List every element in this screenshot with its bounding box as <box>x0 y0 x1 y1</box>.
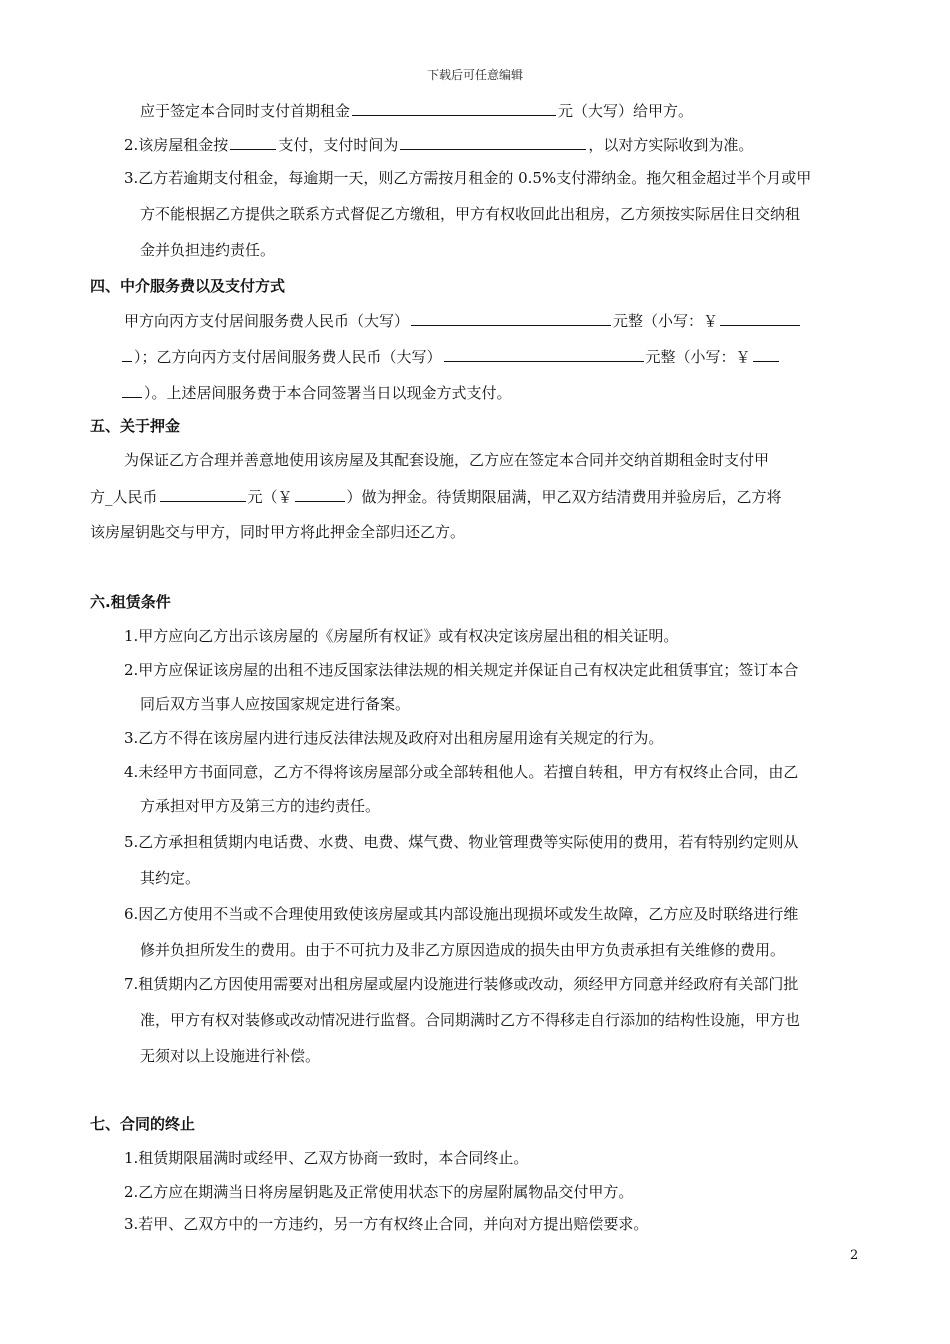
agency-fee-line-2 <box>120 346 781 367</box>
lease-condition-line: 准，甲方有权对装修或改动情况进行监督。合同期满时乙方不得移走自行添加的结构性设施，甲方也 <box>140 1011 801 1029</box>
page-number: 2 <box>850 1248 859 1263</box>
landlord-fee-words-blank[interactable] <box>411 310 611 326</box>
deposit-line-3: 该房屋钥匙交与甲方，同时甲方将此押金全部归还乙方。 <box>90 523 466 541</box>
rent-payment-terms-line <box>124 134 753 155</box>
termination-line: 2.乙方应在期满当日将房屋钥匙及正常使用状态下的房屋附属物品交付甲方。 <box>124 1183 634 1201</box>
payment-time-blank[interactable] <box>400 134 586 150</box>
late-fee-line-2: 方不能根据乙方提供之联系方式督促乙方缴租，甲方有权收回此出租房，乙方须按实际居住日交纳租 <box>140 205 801 223</box>
tenant-fee-figures-blank-cont[interactable] <box>122 382 142 398</box>
late-fee-line-1: 3.乙方若逾期支付租金，每逾期一天，则乙方需按月租金的 0.5%支付滞纳金。拖欠租金超过半个月或甲 <box>124 169 812 187</box>
termination-line: 1.租赁期限届满时或经甲、乙双方协商一致时，本合同终止。 <box>124 1149 529 1167</box>
tenant-fee-words-blank[interactable] <box>444 346 644 362</box>
rent-payment-time-label: 支付，支付时间为 <box>278 136 399 154</box>
agency-fee-text-2b: 元整（小写：￥ <box>645 348 751 366</box>
agency-fee-text-2: ）；乙方向丙方支付居间服务费人民币（大写） <box>134 348 442 366</box>
first-rent-amount-blank[interactable] <box>352 100 556 116</box>
tenant-fee-figures-blank[interactable] <box>753 346 779 362</box>
lease-condition-line: 其约定。 <box>140 869 201 887</box>
deposit-line-1: 为保证乙方合理并善意地使用该房屋及其配套设施，乙方应在签定本合同并交纳首期租金时支付甲 <box>124 451 770 469</box>
header-note: 下载后可任意编辑 <box>426 68 523 82</box>
landlord-fee-figures-blank-cont[interactable] <box>122 346 132 362</box>
deposit-text-2c: ）做为押金。待赁期限届满，甲乙双方结清费用并验房后，乙方将 <box>346 488 782 506</box>
lease-condition-line: 修并负担所发生的费用。由于不可抗力及非乙方原因造成的损失由甲方负责承担有关维修的费用。 <box>140 941 786 959</box>
rent-first-payment-suffix: 元（大写）给甲方。 <box>558 102 694 120</box>
lease-condition-line: 2.甲方应保证该房屋的出租不违反国家法律法规的相关规定并保证自己有权决定此租赁事宜；签订本合 <box>124 661 799 679</box>
deposit-text-2a: 方_人民币 <box>90 488 158 506</box>
deposit-words-blank[interactable] <box>160 486 246 502</box>
agency-fee-text-3: ）。上述居间服务费于本合同签署当日以现金方式支付。 <box>144 384 512 402</box>
section-4-heading: 四、中介服务费以及支付方式 <box>90 277 286 295</box>
rent-payment-terms-suffix: ，以对方实际收到为准。 <box>588 136 754 154</box>
lease-condition-line: 4.未经甲方书面同意，乙方不得将该房屋部分或全部转租他人。若擅自转租，甲方有权终止合同，由乙 <box>124 763 799 781</box>
section-6-heading: 六.租赁条件 <box>90 593 171 611</box>
lease-condition-line: 1.甲方应向乙方出示该房屋的《房屋所有权证》或有权决定该房屋出租的相关证明。 <box>124 627 679 645</box>
agency-fee-text-1b: 元整（小写：￥ <box>613 312 719 330</box>
lease-condition-line: 无须对以上设施进行补偿。 <box>140 1047 321 1065</box>
rent-first-payment-line <box>140 100 693 121</box>
rent-first-payment-text: 应于签定本合同时支付首期租金 <box>140 102 351 120</box>
late-fee-line-3: 金并负担违约责任。 <box>140 241 276 259</box>
lease-condition-line: 7.租赁期内乙方因使用需要对出租房屋或屋内设施进行装修或改动，须经甲方同意并经政府有关部门批 <box>124 975 799 993</box>
agency-fee-line-3 <box>120 382 512 403</box>
rent-payment-terms-text: 2.该房屋租金按 <box>124 136 229 154</box>
lease-condition-line: 同后双方当事人应按国家规定进行备案。 <box>140 695 411 713</box>
deposit-text-2b: 元（￥ <box>247 488 293 506</box>
lease-condition-line: 6.因乙方使用不当或不合理使用致使该房屋或其内部设施出现损坏或发生故障，乙方应及时联络进行维 <box>124 905 799 923</box>
section-7-heading: 七、合同的终止 <box>90 1115 196 1133</box>
deposit-figures-blank[interactable] <box>295 486 345 502</box>
agency-fee-line-1 <box>124 310 802 331</box>
deposit-line-2 <box>90 486 782 507</box>
termination-line: 3.若甲、乙双方中的一方违约，另一方有权终止合同，并向对方提出赔偿要求。 <box>124 1215 649 1233</box>
lease-condition-line: 5.乙方承担租赁期内电话费、水费、电费、煤气费、物业管理费等实际使用的费用，若有特别约定则从 <box>124 833 799 851</box>
landlord-fee-figures-blank[interactable] <box>720 310 800 326</box>
section-5-heading: 五、关于押金 <box>90 417 181 435</box>
lease-condition-line: 3.乙方不得在该房屋内进行违反法律法规及政府对出租房屋用途有关规定的行为。 <box>124 729 664 747</box>
payment-method-blank[interactable] <box>230 134 276 150</box>
lease-condition-line: 方承担对甲方及第三方的违约责任。 <box>140 797 381 815</box>
agency-fee-text-1: 甲方向丙方支付居间服务费人民币（大写） <box>124 312 410 330</box>
